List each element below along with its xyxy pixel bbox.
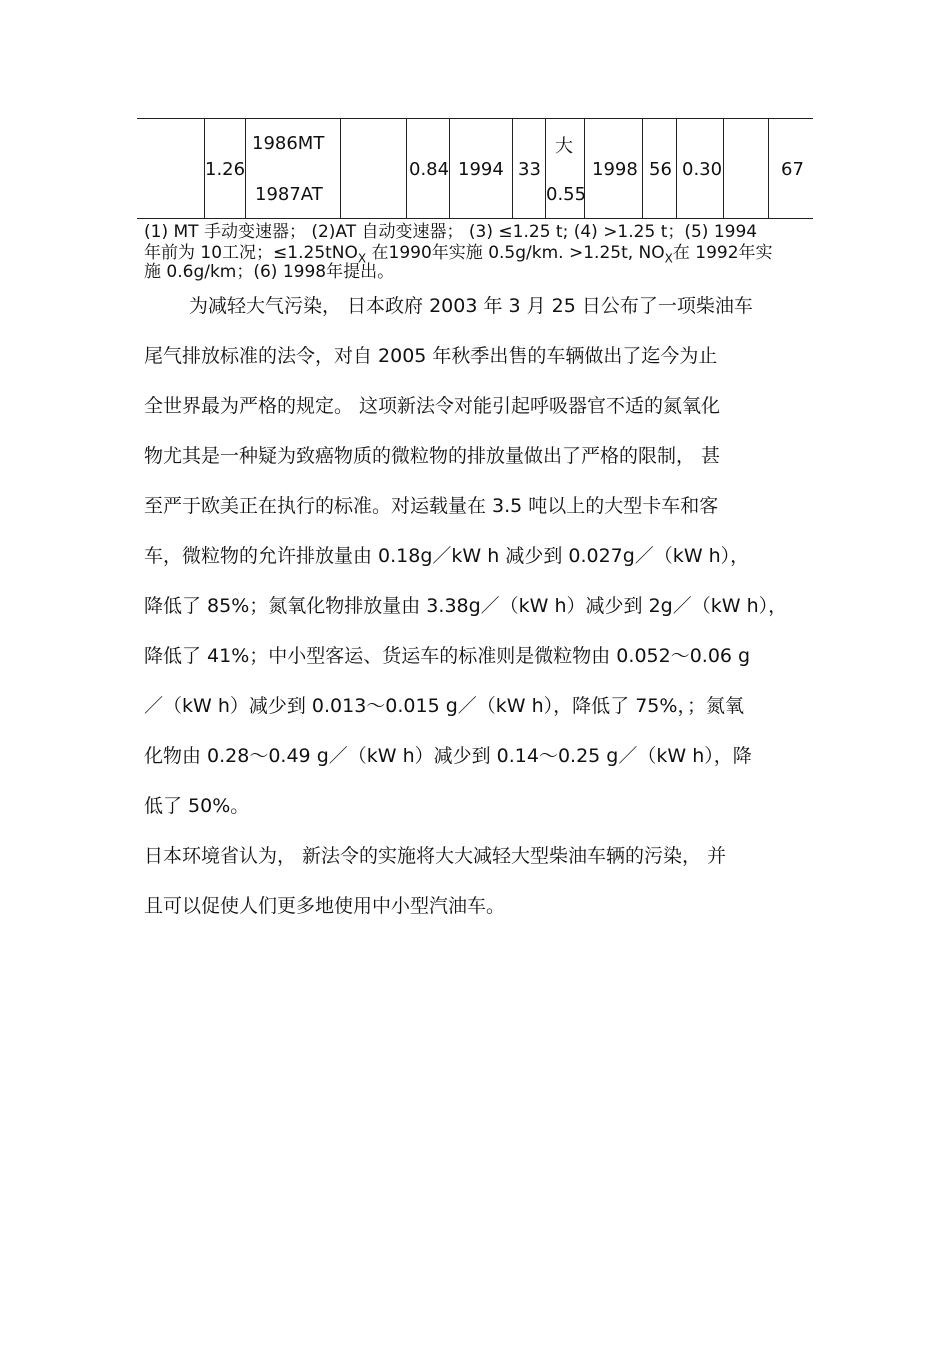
table-cell: 33	[518, 159, 541, 180]
table-col-divider	[676, 118, 677, 218]
table-cell: 1986MT	[252, 133, 325, 154]
table-col-divider	[406, 118, 407, 218]
paragraph-line: 物尤其是一种疑为致癌物质的微粒物的排放量做出了严格的限制， 甚	[144, 445, 721, 467]
note-line: 施 0.6g/km；(6) 1998年提出。	[144, 262, 395, 282]
paragraph-line: 为减轻大气污染， 日本政府 2003 年 3 月 25 日公布了一项柴油车	[189, 295, 753, 317]
table-cell: 1998	[592, 159, 638, 180]
paragraph-line: 日本环境省认为， 新法令的实施将大大减轻大型柴油车辆的污染， 并	[144, 845, 727, 867]
table-col-divider	[449, 118, 450, 218]
paragraph-line: 至严于欧美正在执行的标准。对运载量在 3.5 吨以上的大型卡车和客	[144, 495, 719, 517]
table-cell: 67	[781, 159, 804, 180]
paragraph-line: 降低了 41%；中小型客运、货运车的标准则是微粒物由 0.052～0.06 g	[144, 645, 751, 667]
table-cell: 0.55	[546, 184, 587, 205]
paragraph-line: ／（kW h）减少到 0.013～0.015 g／（kW h），降低了 75%，；氮氧	[144, 695, 744, 717]
paragraph-line: 低了 50%。	[144, 795, 250, 817]
table-top-border	[137, 118, 813, 119]
note-text: 年前为 10工况；≤1.25tNO	[144, 243, 358, 263]
note-subscript: X	[357, 251, 367, 266]
note-subscript: X	[664, 251, 673, 266]
table-col-divider	[723, 118, 724, 218]
table-col-divider	[340, 118, 341, 218]
table-cell: 0.30	[682, 159, 723, 180]
paragraph-line: 降低了 85%；氮氧化物排放量由 3.38g／（kW h）减少到 2g／（kW h），	[144, 595, 788, 617]
table-cell: 1987AT	[255, 184, 323, 205]
table-cell: 大	[555, 136, 573, 157]
paragraph-line: 且可以促使人们更多地使用中小型汽油车。	[144, 895, 506, 917]
note-text: 在 1992年实	[672, 243, 773, 263]
table-cell: 1994	[458, 159, 504, 180]
table-cell: 56	[649, 159, 672, 180]
paragraph-line: 化物由 0.28～0.49 g／（kW h）减少到 0.14～0.25 g／（kW h），降	[144, 745, 752, 767]
paragraph-line: 尾气排放标准的法令，对自 2005 年秋季出售的车辆做出了迄今为止	[144, 345, 718, 367]
paragraph-line: 全世界最为严格的规定。 这项新法令对能引起呼吸器官不适的氮氧化	[144, 395, 721, 417]
table-cell: 1.26	[205, 159, 246, 180]
table-col-divider	[768, 118, 769, 218]
table-col-divider	[245, 118, 246, 218]
paragraph-line: 车，微粒物的允许排放量由 0.18g／kW h 减少到 0.027g／（kW h），	[144, 545, 750, 567]
table-col-divider	[512, 118, 513, 218]
table-col-divider	[642, 118, 643, 218]
table-cell: 0.84	[409, 159, 450, 180]
note-line: (1) MT 手动变速器； (2)AT 自动变速器； (3) ≤1.25 t; (4) >1.25 t；(5) 1994	[144, 222, 758, 242]
note-text: 在1990年实施 0.5g/km. >1.25t, NO	[366, 243, 665, 263]
